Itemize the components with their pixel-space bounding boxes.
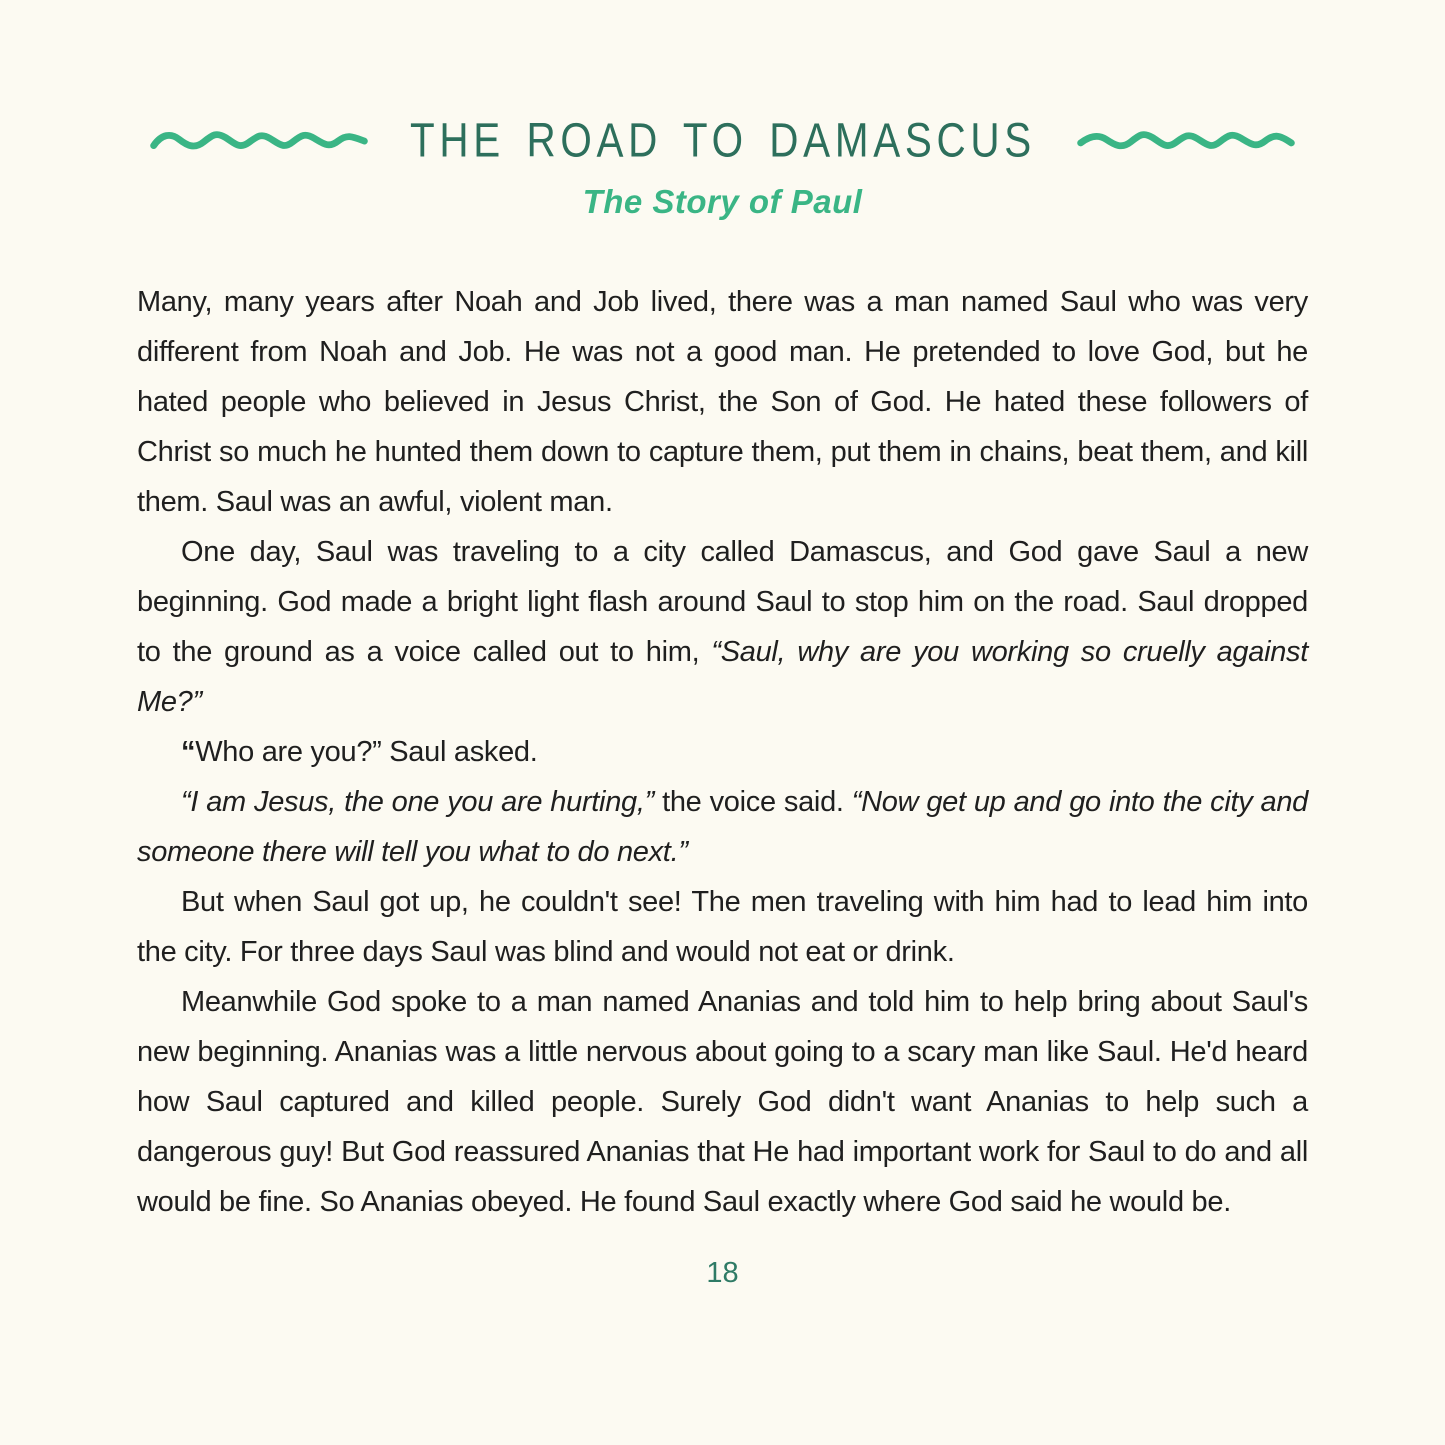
wavy-line-icon [150, 125, 368, 159]
story-paragraph [137, 727, 1308, 777]
text-segment: “Saul, why are you working so cruelly against Me?” [137, 636, 1308, 719]
story-paragraph [137, 777, 1308, 877]
text-segment: One day, Saul was traveling to a city called Damascus, and God gave Saul a new beginning. God made a bright light flash around Saul to stop him on the road. Saul dropped to the ground as a voice called out to him, [137, 536, 1308, 669]
story-paragraph [137, 877, 1308, 977]
story-paragraph [137, 527, 1308, 727]
story-body [137, 277, 1308, 1227]
chapter-header [137, 0, 1308, 221]
text-segment: “I am Jesus, the one you are hurting,” [181, 786, 654, 819]
text-segment: “ [181, 736, 196, 769]
story-paragraph [137, 277, 1308, 527]
text-segment: “Now get up and go into the city and someone there will tell you what to do next.” [137, 786, 1309, 869]
title-row [137, 114, 1308, 168]
text-segment: the voice said. [653, 786, 852, 819]
page-number: 18 [706, 1257, 739, 1290]
story-paragraph [137, 977, 1308, 1227]
text-segment: Meanwhile God spoke to a man named Ananias and told him to help bring about Saul's new beginning. Ananias was a little nervous about going to a scary man like Saul. He'd heard how Saul captured and killed people. Surely God didn't want Ananias to help such a dangerous guy! But God reassured Ananias that He had important work for Saul to do and all would be fine. So Ananias obeyed. He found Saul exactly where God said he would be. [137, 986, 1308, 1219]
text-segment: But when Saul got up, he couldn't see! The men traveling with him had to lead him into the city. For three days Saul was blind and would not eat or drink. [137, 886, 1308, 969]
chapter-title: THE ROAD TO DAMASCUS [409, 114, 1036, 168]
text-segment: Who are you?” Saul asked. [195, 736, 538, 769]
wavy-line-icon [1077, 125, 1295, 159]
page-footer [137, 1257, 1308, 1290]
chapter-subtitle: The Story of Paul [582, 183, 863, 221]
text-segment: Many, many years after Noah and Job lived, there was a man named Saul who was very different from Noah and Job. He was not a good man. He pretended to love God, but he hated people who believed in Jesus Christ, the Son of God. He hated these followers of Christ so much he hunted them down to capture them, put them in chains, beat them, and kill them. Saul was an awful, violent man. [137, 286, 1308, 519]
